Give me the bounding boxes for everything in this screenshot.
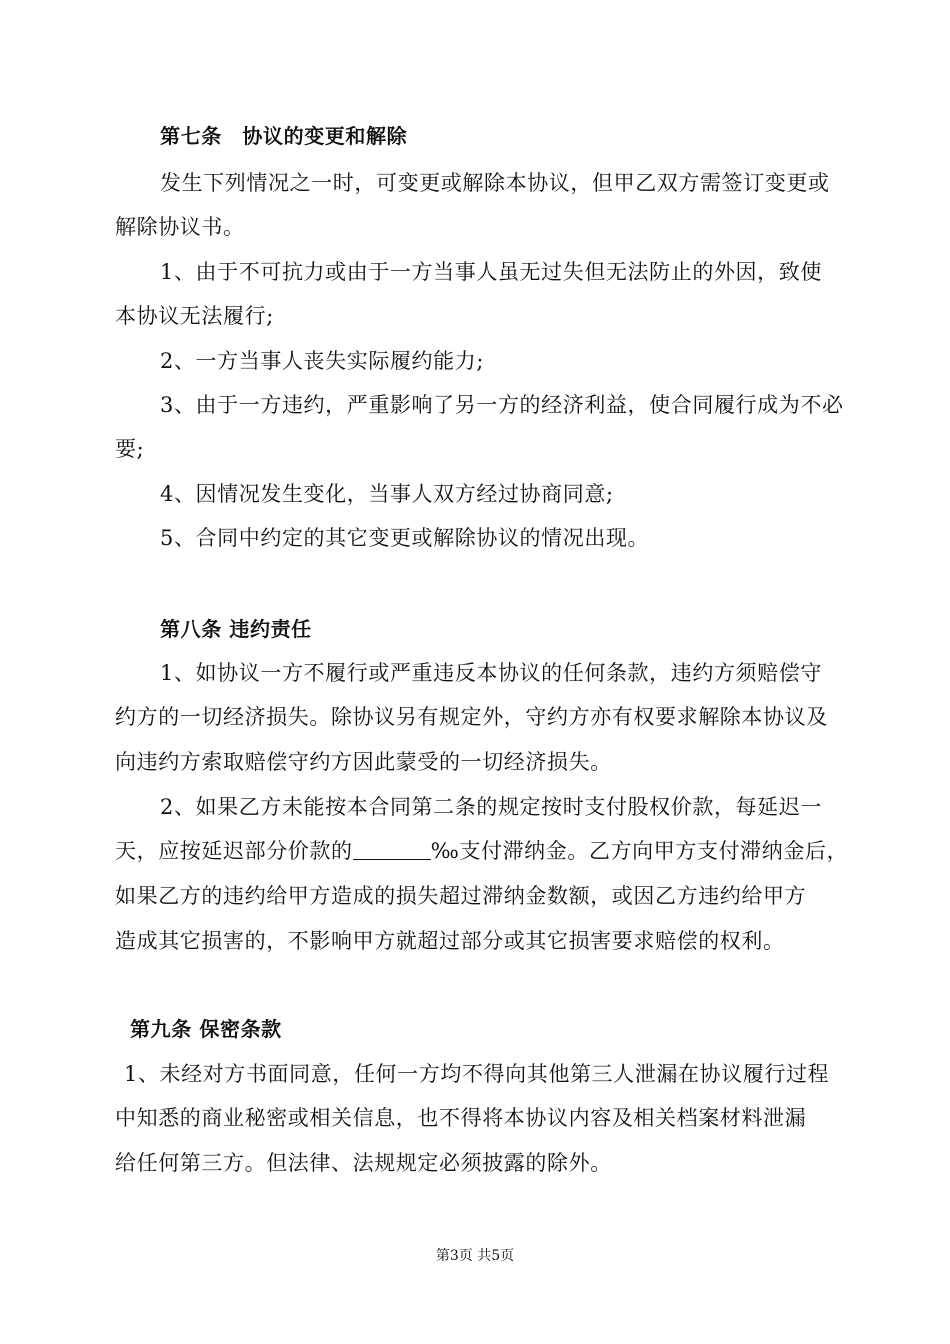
section-8-item-1-line-1: 1、如协议一方不履行或严重违反本协议的任何条款，违约方须赔偿守	[160, 661, 822, 685]
section-8-item-2-text-after-blank: ‰支付滞纳金。乙方向甲方支付滞纳金后，	[430, 839, 849, 863]
section-7-intro-line-2: 解除协议书。	[115, 215, 245, 239]
section-7-item-4: 4、因情况发生变化，当事人双方经过协商同意;	[160, 482, 614, 506]
section-7-item-3-line-1: 3、由于一方违约，严重影响了另一方的经济利益，使合同履行成为不必	[160, 393, 844, 417]
section-7-item-2: 2、一方当事人丧失实际履约能力;	[160, 349, 485, 373]
section-7-item-5: 5、合同中约定的其它变更或解除协议的情况出现。	[160, 526, 650, 550]
section-7-item-1-line-2: 本协议无法履行;	[115, 304, 274, 328]
section-7-intro-line-1: 发生下列情况之一时，可变更或解除本协议，但甲乙双方需签订变更或	[160, 171, 830, 195]
fill-in-blank	[353, 837, 431, 860]
section-8-item-2-line-4: 造成其它损害的，不影响甲方就超过部分或其它损害要求赔偿的权利。	[115, 929, 785, 953]
section-8-heading: 第八条 违约责任	[160, 617, 312, 641]
section-8-item-1-line-3: 向违约方索取赔偿守约方因此蒙受的一切经济损失。	[115, 750, 612, 774]
section-8-item-2-line-1: 2、如果乙方未能按本合同第二条的规定按时支付股权价款，每延迟一	[160, 795, 822, 819]
section-8-item-2-text-before-blank: 天，应按延迟部分价款的	[115, 839, 353, 863]
section-7-heading: 第七条 协议的变更和解除	[160, 124, 408, 148]
section-8-item-2-line-3: 如果乙方的违约给甲方造成的损失超过滞纳金数额，或因乙方违约给甲方	[115, 884, 807, 908]
section-7-item-3-line-2: 要;	[115, 437, 145, 461]
section-8-item-1-line-2: 约方的一切经济损失。除协议另有规定外，守约方亦有权要求解除本协议及	[115, 705, 828, 729]
section-8-item-2-line-2	[115, 836, 848, 866]
section-9-heading: 第九条 保密条款	[130, 1017, 282, 1041]
page-footer: 第3页 共5页	[435, 1248, 515, 1264]
section-7-item-1-line-1: 1、由于不可抗力或由于一方当事人虽无过失但无法防止的外因，致使	[160, 260, 822, 284]
section-9-item-1-line-2: 中知悉的商业秘密或相关信息，也不得将本协议内容及相关档案材料泄漏	[115, 1106, 807, 1130]
section-9-item-1-line-3: 给任何第三方。但法律、法规规定必须披露的除外。	[115, 1151, 612, 1175]
section-9-item-1-line-1: 1、未经对方书面同意，任何一方均不得向其他第三人泄漏在协议履行过程	[124, 1062, 830, 1086]
